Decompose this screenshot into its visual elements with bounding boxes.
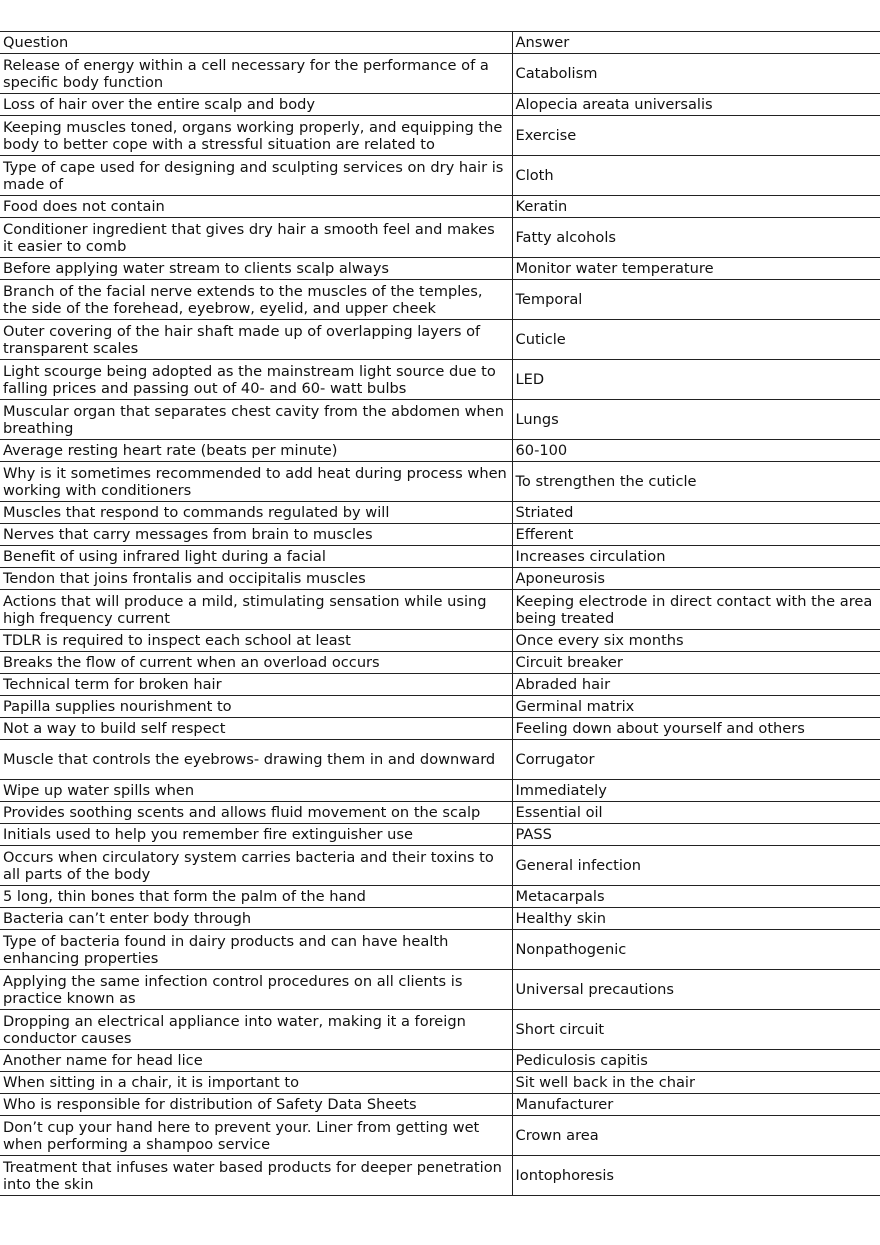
header-row	[0, 32, 880, 54]
question-cell: Food does not contain	[0, 196, 512, 218]
table-row	[0, 320, 880, 360]
question-cell: Before applying water stream to clients scalp always	[0, 258, 512, 280]
question-cell: Type of cape used for designing and sculpting services on dry hair is made of	[0, 156, 512, 196]
answer-cell: Corrugator	[512, 740, 880, 780]
answer-cell: Keratin	[512, 196, 880, 218]
answer-cell: Healthy skin	[512, 908, 880, 930]
table-row	[0, 1156, 880, 1196]
answer-cell: Germinal matrix	[512, 696, 880, 718]
answer-cell: Short circuit	[512, 1010, 880, 1050]
answer-cell: Temporal	[512, 280, 880, 320]
question-cell: Actions that will produce a mild, stimulating sensation while using high frequency current	[0, 590, 512, 630]
answer-cell: Metacarpals	[512, 886, 880, 908]
answer-cell: Universal precautions	[512, 970, 880, 1010]
table-row	[0, 218, 880, 258]
question-cell: Why is it sometimes recommended to add heat during process when working with conditioners	[0, 462, 512, 502]
table-row	[0, 970, 880, 1010]
question-cell: Not a way to build self respect	[0, 718, 512, 740]
table-row	[0, 590, 880, 630]
question-cell: Branch of the facial nerve extends to the muscles of the temples, the side of the forehead, eyebrow, eyelid, and upper cheek	[0, 280, 512, 320]
table-row	[0, 1072, 880, 1094]
question-cell: 5 long, thin bones that form the palm of the hand	[0, 886, 512, 908]
question-cell: Outer covering of the hair shaft made up of overlapping layers of transparent scales	[0, 320, 512, 360]
table-row	[0, 674, 880, 696]
question-cell: Conditioner ingredient that gives dry hair a smooth feel and makes it easier to comb	[0, 218, 512, 258]
table-row	[0, 400, 880, 440]
answer-cell: Nonpathogenic	[512, 930, 880, 970]
question-cell: Provides soothing scents and allows fluid movement on the scalp	[0, 802, 512, 824]
question-cell: Dropping an electrical appliance into water, making it a foreign conductor causes	[0, 1010, 512, 1050]
table-row	[0, 652, 880, 674]
question-cell: Initials used to help you remember fire extinguisher use	[0, 824, 512, 846]
question-cell: Muscular organ that separates chest cavity from the abdomen when breathing	[0, 400, 512, 440]
table-row	[0, 718, 880, 740]
question-cell: Nerves that carry messages from brain to muscles	[0, 524, 512, 546]
answer-cell: Sit well back in the chair	[512, 1072, 880, 1094]
question-cell: Keeping muscles toned, organs working properly, and equipping the body to better cope with a stressful situation are related to	[0, 116, 512, 156]
question-cell: Muscle that controls the eyebrows- drawing them in and downward	[0, 740, 512, 780]
question-cell: Benefit of using infrared light during a facial	[0, 546, 512, 568]
question-cell: Applying the same infection control procedures on all clients is practice known as	[0, 970, 512, 1010]
answer-cell: Iontophoresis	[512, 1156, 880, 1196]
question-cell: Loss of hair over the entire scalp and body	[0, 94, 512, 116]
answer-cell: Keeping electrode in direct contact with the area being treated	[512, 590, 880, 630]
question-cell: Muscles that respond to commands regulated by will	[0, 502, 512, 524]
answer-cell: Aponeurosis	[512, 568, 880, 590]
answer-cell: Lungs	[512, 400, 880, 440]
answer-cell: General infection	[512, 846, 880, 886]
question-header: Question	[0, 32, 512, 54]
table-row	[0, 54, 880, 94]
answer-cell: Feeling down about yourself and others	[512, 718, 880, 740]
table-row	[0, 930, 880, 970]
answer-cell: Fatty alcohols	[512, 218, 880, 258]
question-cell: Papilla supplies nourishment to	[0, 696, 512, 718]
answer-cell: Essential oil	[512, 802, 880, 824]
question-cell: Another name for head lice	[0, 1050, 512, 1072]
table-row	[0, 568, 880, 590]
answer-cell: Abraded hair	[512, 674, 880, 696]
qa-table	[0, 31, 880, 1196]
table-row	[0, 440, 880, 462]
table-row	[0, 524, 880, 546]
table-row	[0, 1010, 880, 1050]
table-row	[0, 1050, 880, 1072]
answer-cell: Immediately	[512, 780, 880, 802]
table-row	[0, 546, 880, 568]
question-cell: Who is responsible for distribution of Safety Data Sheets	[0, 1094, 512, 1116]
table-row	[0, 846, 880, 886]
answer-header: Answer	[512, 32, 880, 54]
answer-cell: Cloth	[512, 156, 880, 196]
table-body	[0, 54, 880, 1196]
table-row	[0, 360, 880, 400]
question-cell: Treatment that infuses water based products for deeper penetration into the skin	[0, 1156, 512, 1196]
question-cell: Release of energy within a cell necessary for the performance of a specific body function	[0, 54, 512, 94]
answer-cell: To strengthen the cuticle	[512, 462, 880, 502]
table-row	[0, 116, 880, 156]
answer-cell: PASS	[512, 824, 880, 846]
answer-cell: Cuticle	[512, 320, 880, 360]
answer-cell: Efferent	[512, 524, 880, 546]
table-row	[0, 1116, 880, 1156]
table-row	[0, 886, 880, 908]
answer-cell: Crown area	[512, 1116, 880, 1156]
table-row	[0, 502, 880, 524]
answer-cell: Once every six months	[512, 630, 880, 652]
question-cell: Light scourge being adopted as the mainstream light source due to falling prices and passing out of 40- and 60- watt bulbs	[0, 360, 512, 400]
question-cell: Bacteria can’t enter body through	[0, 908, 512, 930]
question-cell: Breaks the flow of current when an overload occurs	[0, 652, 512, 674]
table-row	[0, 462, 880, 502]
table-row	[0, 740, 880, 780]
answer-cell: Manufacturer	[512, 1094, 880, 1116]
answer-cell: Monitor water temperature	[512, 258, 880, 280]
table-row	[0, 280, 880, 320]
table-row	[0, 1094, 880, 1116]
answer-cell: Pediculosis capitis	[512, 1050, 880, 1072]
question-cell: TDLR is required to inspect each school at least	[0, 630, 512, 652]
question-cell: Technical term for broken hair	[0, 674, 512, 696]
question-cell: Don’t cup your hand here to prevent your. Liner from getting wet when performing a shampoo service	[0, 1116, 512, 1156]
table-row	[0, 802, 880, 824]
question-cell: Occurs when circulatory system carries bacteria and their toxins to all parts of the body	[0, 846, 512, 886]
answer-cell: Exercise	[512, 116, 880, 156]
answer-cell: Circuit breaker	[512, 652, 880, 674]
question-cell: Type of bacteria found in dairy products and can have health enhancing properties	[0, 930, 512, 970]
table-row	[0, 196, 880, 218]
question-cell: When sitting in a chair, it is important to	[0, 1072, 512, 1094]
answer-cell: Striated	[512, 502, 880, 524]
table-row	[0, 258, 880, 280]
table-row	[0, 908, 880, 930]
question-cell: Tendon that joins frontalis and occipitalis muscles	[0, 568, 512, 590]
table-row	[0, 156, 880, 196]
question-cell: Average resting heart rate (beats per minute)	[0, 440, 512, 462]
answer-cell: Catabolism	[512, 54, 880, 94]
table-row	[0, 630, 880, 652]
question-cell: Wipe up water spills when	[0, 780, 512, 802]
table-row	[0, 780, 880, 802]
answer-cell: 60-100	[512, 440, 880, 462]
answer-cell: Increases circulation	[512, 546, 880, 568]
answer-cell: Alopecia areata universalis	[512, 94, 880, 116]
answer-cell: LED	[512, 360, 880, 400]
table-row	[0, 94, 880, 116]
table-row	[0, 696, 880, 718]
table-row	[0, 824, 880, 846]
